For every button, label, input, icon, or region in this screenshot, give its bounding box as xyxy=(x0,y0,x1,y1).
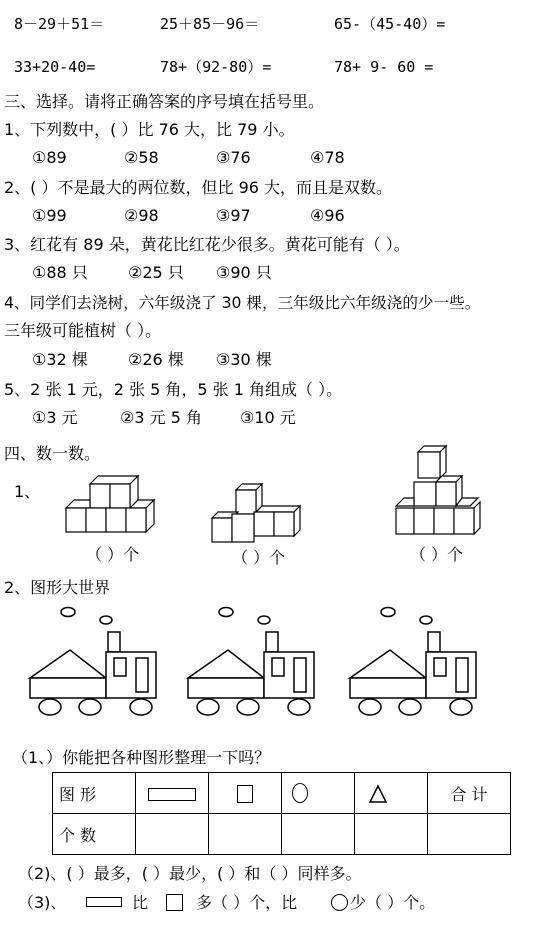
table-row-shapes xyxy=(53,773,511,814)
circle-icon-inline xyxy=(331,894,348,911)
square-icon-inline xyxy=(166,894,183,911)
arith-2-3: 78+ 9- 60 = xyxy=(334,58,434,76)
q1-text: 1、下列数中，( ）比 76 大，比 79 小。 xyxy=(4,120,295,139)
q3-option-3: ③90 只 xyxy=(216,263,272,282)
q2-option-2: ②98 xyxy=(124,206,159,225)
q1-option-1: ①89 xyxy=(32,148,67,167)
count-answer-1: （ ）个 xyxy=(86,545,140,564)
q5-text: 5、2 张 1 元，2 张 5 角，5 张 1 角组成（ ）。 xyxy=(4,380,343,399)
part1-label: 1、 xyxy=(14,482,41,501)
count-cell-total[interactable] xyxy=(428,814,511,855)
total-header: 合 计 xyxy=(428,773,511,814)
q3-option-2: ②25 只 xyxy=(128,263,184,282)
cube-figure-1 xyxy=(66,472,156,542)
count-cell-square[interactable] xyxy=(209,814,282,855)
row-label-count: 个 数 xyxy=(53,814,136,855)
count-answer-3: （ ）个 xyxy=(410,545,464,564)
rectangle-icon-inline xyxy=(86,897,122,907)
shape-table xyxy=(52,772,511,855)
q5-option-2: ②3 元 5 角 xyxy=(120,408,202,427)
q4-option-1: ①32 棵 xyxy=(32,350,88,369)
arith-1-2: 25＋85－96＝ xyxy=(160,15,260,33)
arith-2-1: 33+20-40= xyxy=(14,58,96,76)
q2-text: 2、( ）不是最大的两位数，但比 96 大，而且是双数。 xyxy=(4,178,393,197)
q2-prompt: （2)、( ）最多，( ）最少，( ）和（ ）同样多。 xyxy=(18,864,362,883)
q3-prefix: （3)、 xyxy=(18,893,67,912)
q1-option-3: ③76 xyxy=(216,148,251,167)
q3-shao: 少（ ）个。 xyxy=(350,893,436,912)
q2-option-1: ①99 xyxy=(32,206,67,225)
count-cell-rectangle[interactable] xyxy=(136,814,209,855)
q3-bi: 比 xyxy=(132,893,149,912)
train-figure-1 xyxy=(26,604,166,720)
arith-1-1: 8－29＋51＝ xyxy=(14,15,105,33)
section4-heading: 四、数一数。 xyxy=(4,444,101,463)
square-icon xyxy=(237,785,253,803)
section3-heading: 三、选择。请将正确答案的序号填在括号里。 xyxy=(4,92,325,111)
train-figure-2 xyxy=(184,604,324,720)
q2-option-3: ③97 xyxy=(216,206,251,225)
table-row-counts xyxy=(53,814,511,855)
count-cell-triangle[interactable] xyxy=(355,814,428,855)
q3-option-1: ①88 只 xyxy=(32,263,88,282)
q2-option-4: ④96 xyxy=(310,206,345,225)
circle-icon xyxy=(292,783,308,803)
rectangle-icon-cell xyxy=(136,773,209,814)
q3-text: 3、红花有 89 朵，黄花比红花少很多。黄花可能有（ ）。 xyxy=(4,235,410,254)
q1-prompt: （1、）你能把各种图形整理一下吗？ xyxy=(12,748,271,767)
q1-option-2: ②58 xyxy=(124,148,159,167)
q4-option-2: ②26 棵 xyxy=(128,350,184,369)
row-label-shape: 图 形 xyxy=(53,773,136,814)
cube-figure-2 xyxy=(212,480,304,546)
rectangle-icon xyxy=(148,788,196,801)
cube-figure-3 xyxy=(396,446,486,538)
q1-option-4: ④78 xyxy=(310,148,345,167)
count-cell-circle[interactable] xyxy=(282,814,355,855)
q3-duo: 多（ ）个，比 xyxy=(196,893,298,912)
q4-text-2: 三年级可能植树（ ）。 xyxy=(4,321,162,340)
q5-option-3: ③10 元 xyxy=(240,408,296,427)
count-answer-2: （ ）个 xyxy=(232,548,286,567)
part2-label: 2、图形大世界 xyxy=(4,578,111,597)
arith-1-3: 65-（45-40）= xyxy=(334,15,446,33)
circle-icon-cell xyxy=(282,773,355,814)
arith-2-2: 78+（92-80）= xyxy=(160,58,272,76)
triangle-icon-cell xyxy=(355,773,428,814)
triangle-icon xyxy=(369,785,387,803)
q5-option-1: ①3 元 xyxy=(32,408,78,427)
square-icon-cell xyxy=(209,773,282,814)
q4-text: 4、同学们去浇树，六年级浇了 30 棵，三年级比六年级浇的少一些。 xyxy=(4,294,481,312)
train-figure-3 xyxy=(346,604,486,720)
q4-option-3: ③30 棵 xyxy=(216,350,272,369)
